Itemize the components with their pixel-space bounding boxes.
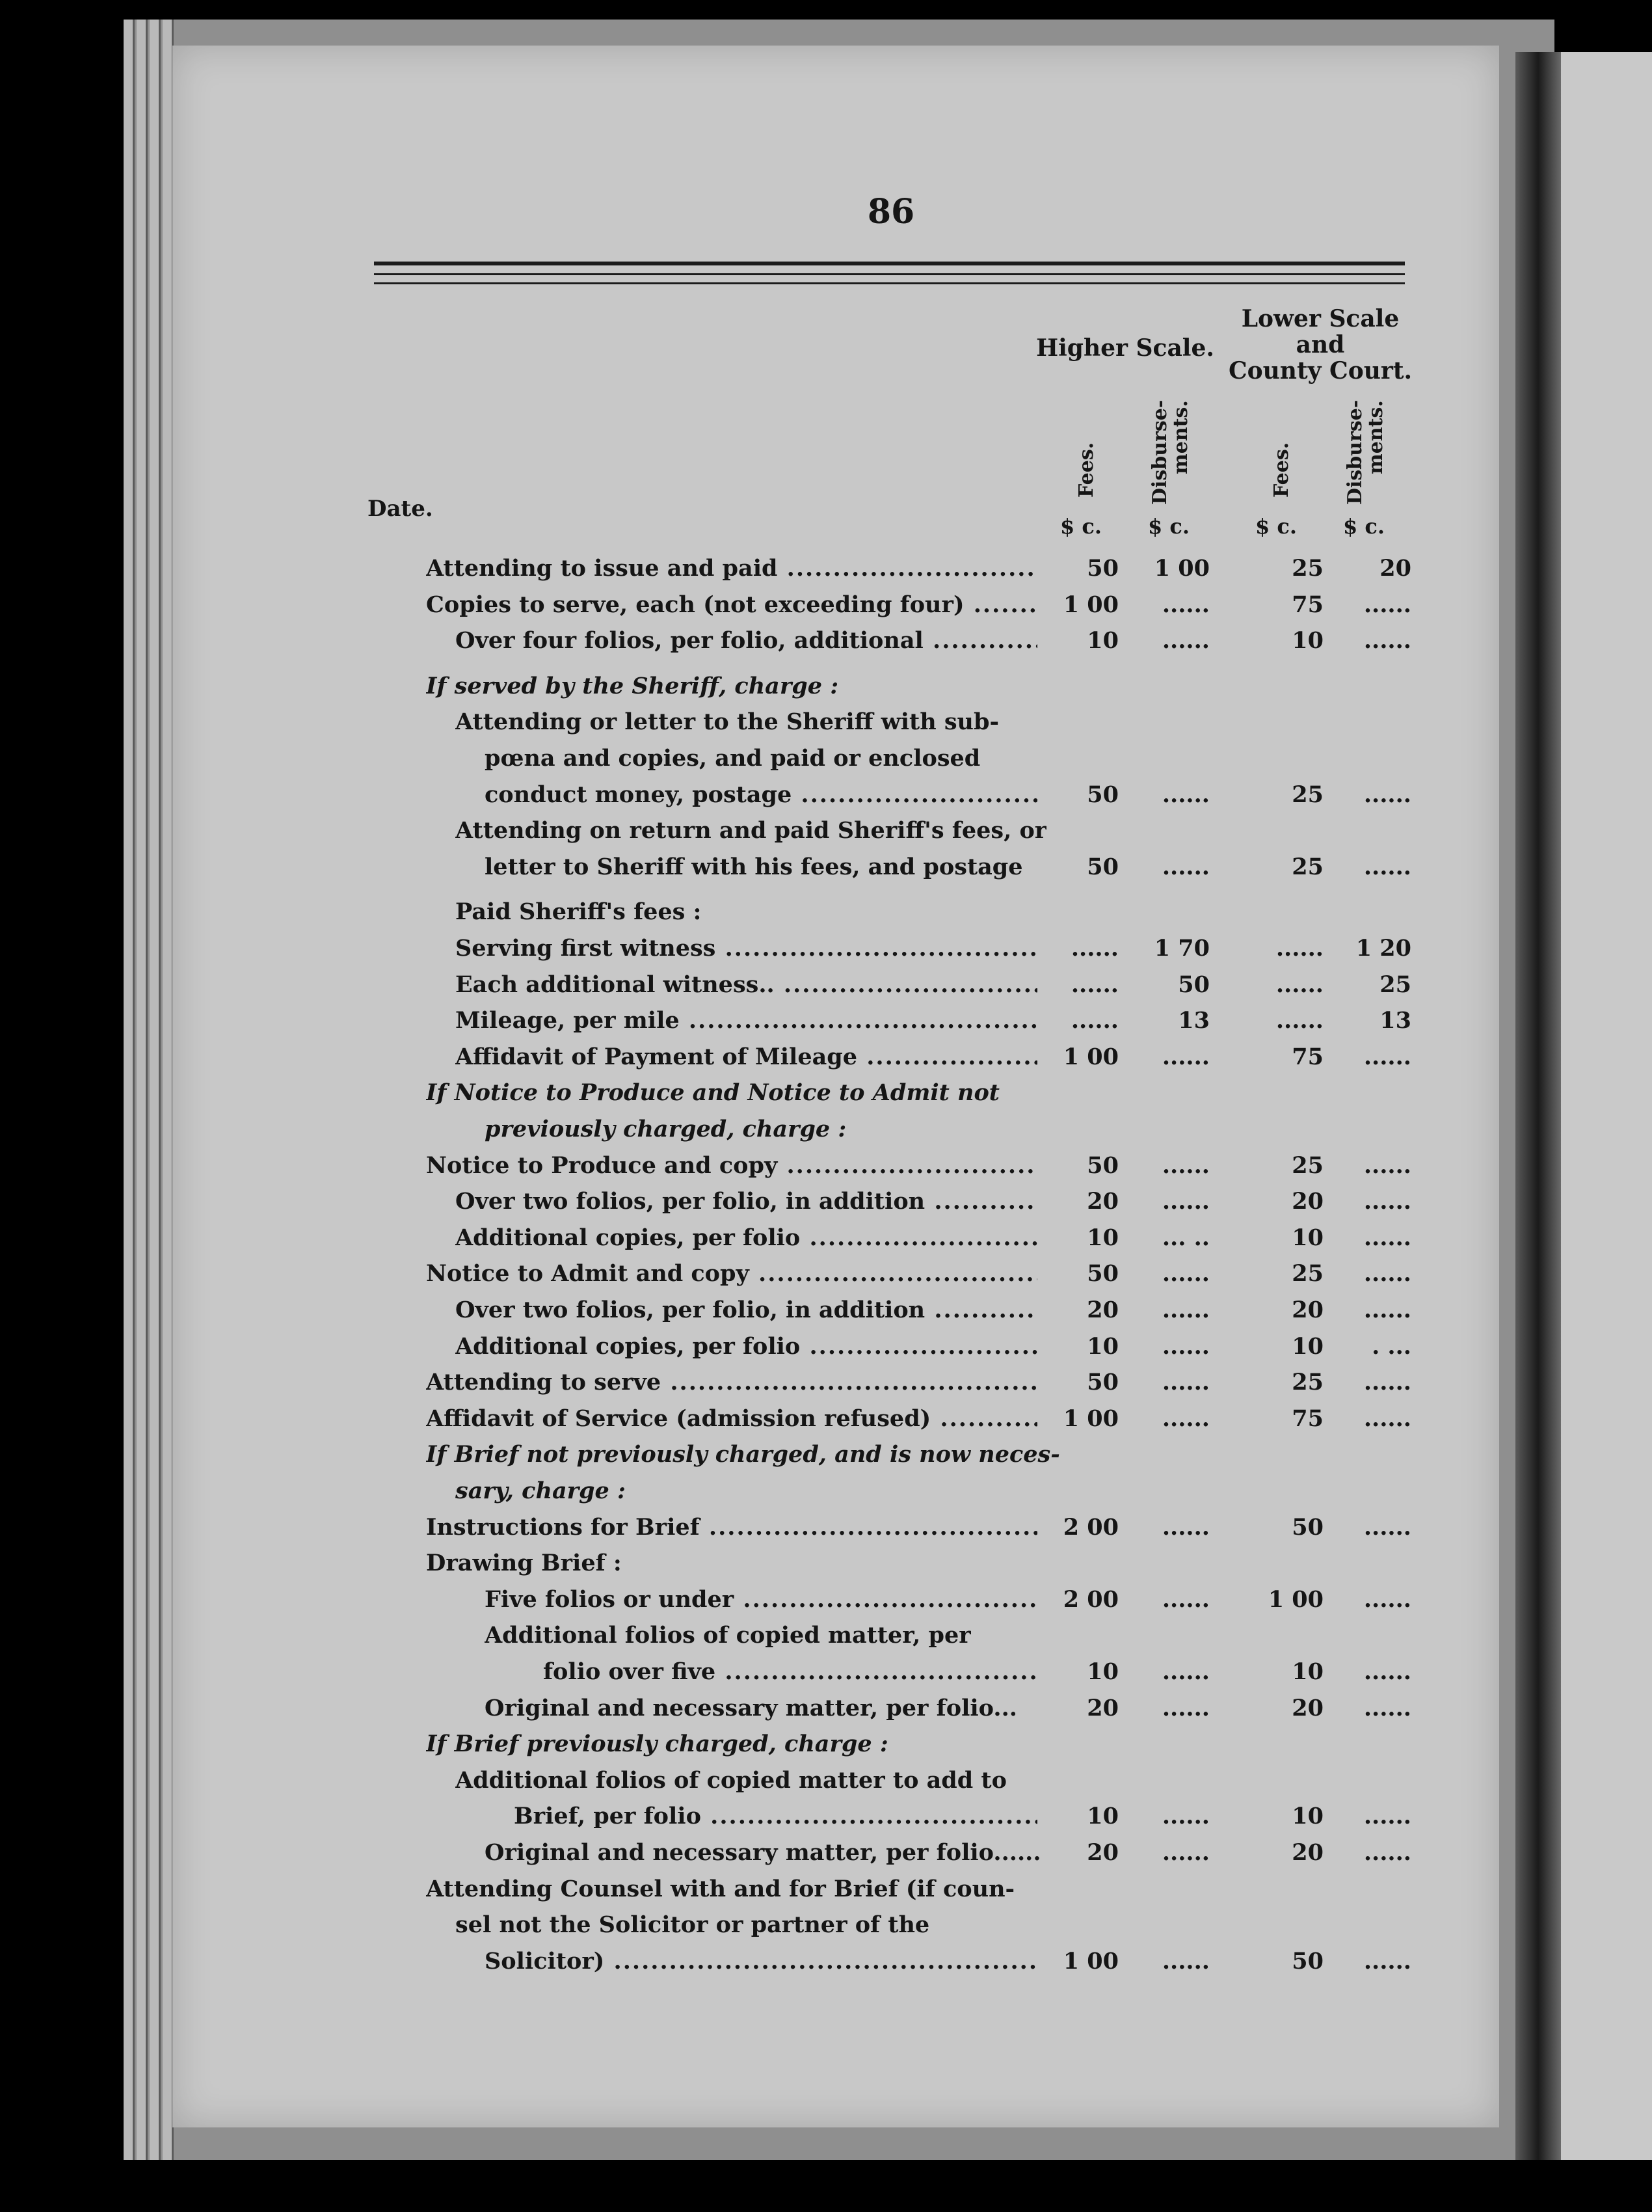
lower-disbursements-value: ...... bbox=[1363, 1369, 1411, 1396]
row-label: Attending on return and paid Sheriff's fees, or bbox=[455, 817, 1047, 844]
lower-fees-value: 10 bbox=[1292, 627, 1324, 654]
higher-fees-value: 10 bbox=[1087, 1803, 1119, 1830]
lower-disbursements-value: ...... bbox=[1363, 1513, 1411, 1541]
lower-disbursements-value: 20 bbox=[1379, 555, 1411, 582]
table-row bbox=[0, 1258, 1652, 1289]
higher-disbursements-value: ...... bbox=[1162, 1332, 1210, 1360]
table-row bbox=[0, 707, 1652, 738]
row-label: Over two folios, per folio, in addition ..... bbox=[455, 1186, 1037, 1217]
row-label: Original and necessary matter, per folio...... bbox=[485, 1839, 1041, 1866]
higher-disbursements-value: ...... bbox=[1162, 1947, 1210, 1975]
row-label: Solicitor) ..... bbox=[485, 1946, 1037, 1977]
row-label: Additional copies, per folio ..... bbox=[455, 1222, 1037, 1254]
lower-disbursements-value: ...... bbox=[1363, 1947, 1411, 1975]
lower-fees-value: 20 bbox=[1292, 1839, 1324, 1866]
higher-disbursements-value: ...... bbox=[1162, 591, 1210, 618]
row-label: previously charged, charge : bbox=[485, 1116, 847, 1142]
lower-fees-value: 25 bbox=[1292, 555, 1324, 582]
table-row bbox=[0, 1077, 1652, 1109]
lower-fees-value: 50 bbox=[1292, 1513, 1324, 1541]
table-row bbox=[0, 969, 1652, 1001]
table-row bbox=[0, 779, 1652, 811]
row-label: Original and necessary matter, per folio... bbox=[485, 1694, 1017, 1721]
higher-fees-value: 20 bbox=[1087, 1188, 1119, 1215]
higher-fees-value: ...... bbox=[1071, 935, 1119, 962]
table-row bbox=[0, 1909, 1652, 1941]
higher-disbursements-value: 1 70 bbox=[1154, 935, 1210, 962]
higher-fees-value: ...... bbox=[1071, 1007, 1119, 1034]
higher-disbursements-value: ...... bbox=[1162, 627, 1210, 654]
higher-fees-value: 1 00 bbox=[1063, 1947, 1119, 1975]
table-row bbox=[0, 1801, 1652, 1832]
row-label: Paid Sheriff's fees : bbox=[455, 898, 702, 926]
row-label: Brief, per folio ..... bbox=[514, 1801, 1037, 1832]
higher-disbursements-units: $ c. bbox=[1148, 514, 1190, 539]
lower-disbursements-value: ...... bbox=[1363, 1405, 1411, 1432]
lower-fees-value: 75 bbox=[1292, 1043, 1324, 1070]
lower-fees-value: 25 bbox=[1292, 781, 1324, 808]
header-rule bbox=[374, 273, 1405, 275]
lower-fees-value: 10 bbox=[1292, 1803, 1324, 1830]
row-label: Mileage, per mile ..... bbox=[455, 1005, 1037, 1036]
higher-fees-heading: Fees. bbox=[1075, 442, 1098, 498]
lower-disbursements-value: 1 20 bbox=[1355, 935, 1411, 962]
lower-fees-value: 10 bbox=[1292, 1224, 1324, 1251]
table-row bbox=[0, 743, 1652, 774]
lower-fees-value: 75 bbox=[1292, 591, 1324, 618]
lower-disbursements-value: ...... bbox=[1363, 1694, 1411, 1721]
higher-disbursements-value: ...... bbox=[1162, 1043, 1210, 1070]
higher-disbursements-heading: Disburse-ments. bbox=[1149, 400, 1192, 506]
table-row bbox=[0, 1548, 1652, 1579]
higher-fees-value: 10 bbox=[1087, 1658, 1119, 1685]
lower-fees-heading: Fees. bbox=[1270, 442, 1293, 498]
higher-scale-heading: Higher Scale. bbox=[1036, 334, 1214, 362]
lower-fees-value: 20 bbox=[1292, 1188, 1324, 1215]
higher-fees-value: 50 bbox=[1087, 1260, 1119, 1288]
row-label: Additional folios of copied matter, per bbox=[485, 1622, 971, 1649]
lower-fees-value: ...... bbox=[1275, 935, 1324, 962]
table-row bbox=[0, 1656, 1652, 1688]
table-row bbox=[0, 1403, 1652, 1435]
higher-fees-value: 20 bbox=[1087, 1694, 1119, 1721]
table-row bbox=[0, 1005, 1652, 1036]
higher-fees-value: 50 bbox=[1087, 781, 1119, 808]
higher-fees-value: 50 bbox=[1087, 555, 1119, 582]
lower-disbursements-value: ...... bbox=[1363, 1188, 1411, 1215]
lower-fees-value: 25 bbox=[1292, 1369, 1324, 1396]
table-row bbox=[0, 671, 1652, 702]
higher-fees-value: ...... bbox=[1071, 971, 1119, 998]
row-label: Attending or letter to the Sheriff with sub- bbox=[455, 708, 1000, 736]
higher-fees-value: 10 bbox=[1087, 1332, 1119, 1360]
lower-disbursements-value: . ... bbox=[1372, 1332, 1411, 1360]
higher-fees-value: 50 bbox=[1087, 853, 1119, 880]
lower-fees-value: 1 00 bbox=[1268, 1585, 1324, 1613]
row-label: Drawing Brief : bbox=[426, 1550, 622, 1577]
row-label: If Brief not previously charged, and is now neces- bbox=[426, 1441, 1060, 1468]
higher-fees-value: 50 bbox=[1087, 1369, 1119, 1396]
row-label: Over four folios, per folio, additional ..... bbox=[455, 625, 1037, 656]
table-row bbox=[0, 1222, 1652, 1254]
higher-disbursements-value: 1 00 bbox=[1154, 555, 1210, 582]
row-label: Attending Counsel with and for Brief (if coun- bbox=[426, 1875, 1015, 1902]
table-row bbox=[0, 1042, 1652, 1073]
row-label: Notice to Produce and copy ..... bbox=[426, 1150, 1037, 1181]
lower-scale-heading-line: County Court. bbox=[1228, 357, 1413, 384]
row-label: If served by the Sheriff, charge : bbox=[426, 672, 839, 699]
lower-disbursements-value: ...... bbox=[1363, 627, 1411, 654]
table-row bbox=[0, 625, 1652, 656]
lower-disbursements-units: $ c. bbox=[1343, 514, 1385, 539]
higher-disbursements-value: ...... bbox=[1162, 1513, 1210, 1541]
table-row bbox=[0, 1765, 1652, 1796]
higher-disbursements-value: ...... bbox=[1162, 1188, 1210, 1215]
lower-fees-value: 25 bbox=[1292, 1260, 1324, 1288]
date-column-heading: Date. bbox=[367, 496, 433, 522]
higher-fees-value: 20 bbox=[1087, 1297, 1119, 1323]
row-label: Attending to serve ..... bbox=[426, 1367, 1037, 1398]
row-label: Affidavit of Service (admission refused) ..... bbox=[426, 1403, 1037, 1435]
row-label: folio over five ..... bbox=[543, 1656, 1037, 1688]
row-label: Notice to Admit and copy ..... bbox=[426, 1258, 1037, 1289]
lower-disbursements-value: ...... bbox=[1363, 853, 1411, 880]
lower-disbursements-value: ...... bbox=[1363, 1043, 1411, 1070]
higher-disbursements-value: ...... bbox=[1162, 1405, 1210, 1432]
higher-disbursements-value: ...... bbox=[1162, 1694, 1210, 1721]
lower-fees-value: ...... bbox=[1275, 971, 1324, 998]
row-label: Affidavit of Payment of Mileage ..... bbox=[455, 1042, 1037, 1073]
row-label: letter to Sheriff with his fees, and postage bbox=[485, 853, 1023, 880]
lower-fees-value: 10 bbox=[1292, 1332, 1324, 1360]
higher-fees-value: 2 00 bbox=[1063, 1585, 1119, 1613]
lower-disbursements-value: ...... bbox=[1363, 591, 1411, 618]
lower-disbursements-value: ...... bbox=[1363, 1152, 1411, 1179]
table-row bbox=[0, 553, 1652, 584]
lower-fees-value: 10 bbox=[1292, 1658, 1324, 1685]
higher-disbursements-value: ...... bbox=[1162, 1803, 1210, 1830]
lower-disbursements-value: ...... bbox=[1363, 1260, 1411, 1288]
lower-fees-value: 50 bbox=[1292, 1947, 1324, 1975]
table-row bbox=[0, 1367, 1652, 1398]
row-label: sel not the Solicitor or partner of the bbox=[455, 1911, 930, 1939]
higher-fees-value: 50 bbox=[1087, 1152, 1119, 1179]
table-row bbox=[0, 852, 1652, 883]
table-row bbox=[0, 1439, 1652, 1470]
row-label: conduct money, postage ..... bbox=[485, 779, 1037, 811]
row-label: Attending to issue and paid ..... bbox=[426, 553, 1037, 584]
table-row bbox=[0, 1186, 1652, 1217]
higher-disbursements-value: ...... bbox=[1162, 1658, 1210, 1685]
table-row bbox=[0, 1729, 1652, 1760]
table-row bbox=[0, 1837, 1652, 1868]
lower-disbursements-value: ...... bbox=[1363, 1297, 1411, 1323]
table-row bbox=[0, 589, 1652, 621]
lower-fees-value: ...... bbox=[1275, 1007, 1324, 1034]
row-label: pœna and copies, and paid or enclosed bbox=[485, 745, 981, 772]
lower-fees-value: 75 bbox=[1292, 1405, 1324, 1432]
row-label: Instructions for Brief ..... bbox=[426, 1512, 1037, 1543]
higher-disbursements-value: ...... bbox=[1162, 1585, 1210, 1613]
header-rule bbox=[374, 282, 1405, 284]
higher-disbursements-value: ...... bbox=[1162, 853, 1210, 880]
table-row bbox=[0, 1946, 1652, 1977]
higher-disbursements-value: ...... bbox=[1162, 1839, 1210, 1866]
higher-fees-units: $ c. bbox=[1060, 514, 1102, 539]
row-label: Each additional witness.. ..... bbox=[455, 969, 1037, 1001]
higher-fees-value: 1 00 bbox=[1063, 1405, 1119, 1432]
higher-disbursements-value: ... .. bbox=[1162, 1224, 1210, 1251]
higher-fees-value: 10 bbox=[1087, 627, 1119, 654]
row-label: Additional copies, per folio ..... bbox=[455, 1331, 1037, 1362]
lower-scale-heading-line: and bbox=[1296, 331, 1345, 358]
table-row bbox=[0, 1331, 1652, 1362]
lower-disbursements-value: ...... bbox=[1363, 1585, 1411, 1613]
lower-disbursements-value: ...... bbox=[1363, 1803, 1411, 1830]
row-label: Copies to serve, each (not exceeding four) ..... bbox=[426, 589, 1037, 621]
lower-scale-heading bbox=[1223, 306, 1418, 384]
table-row bbox=[0, 933, 1652, 964]
higher-disbursements-value: ...... bbox=[1162, 1260, 1210, 1288]
lower-scale-heading-line: Lower Scale bbox=[1241, 305, 1400, 332]
table-row bbox=[0, 1512, 1652, 1543]
table-row bbox=[0, 1693, 1652, 1724]
higher-fees-value: 20 bbox=[1087, 1839, 1119, 1866]
higher-disbursements-value: 50 bbox=[1178, 971, 1210, 998]
row-label: If Brief previously charged, charge : bbox=[426, 1731, 888, 1758]
lower-disbursements-value: ...... bbox=[1363, 1658, 1411, 1685]
row-label: Five folios or under ..... bbox=[485, 1584, 1037, 1615]
page-number: 86 bbox=[867, 192, 915, 232]
lower-disbursements-heading: Disburse-ments. bbox=[1344, 400, 1387, 506]
lower-disbursements-value: ...... bbox=[1363, 1839, 1411, 1866]
higher-fees-value: 10 bbox=[1087, 1224, 1119, 1251]
lower-disbursements-value: 25 bbox=[1379, 971, 1411, 998]
row-label: sary, charge : bbox=[455, 1477, 626, 1504]
lower-fees-units: $ c. bbox=[1255, 514, 1298, 539]
higher-fees-value: 1 00 bbox=[1063, 591, 1119, 618]
table-row bbox=[0, 1114, 1652, 1145]
lower-fees-value: 25 bbox=[1292, 853, 1324, 880]
lower-disbursements-value: ...... bbox=[1363, 781, 1411, 808]
table-row bbox=[0, 1295, 1652, 1326]
lower-fees-value: 25 bbox=[1292, 1152, 1324, 1179]
higher-disbursements-value: ...... bbox=[1162, 1152, 1210, 1179]
header-rule bbox=[374, 262, 1405, 265]
table-row bbox=[0, 1874, 1652, 1905]
higher-fees-value: 2 00 bbox=[1063, 1513, 1119, 1541]
higher-disbursements-value: ...... bbox=[1162, 781, 1210, 808]
table-row bbox=[0, 1584, 1652, 1615]
table-row bbox=[0, 1620, 1652, 1651]
lower-disbursements-value: 13 bbox=[1379, 1007, 1411, 1034]
lower-fees-value: 20 bbox=[1292, 1694, 1324, 1721]
higher-disbursements-value: ...... bbox=[1162, 1297, 1210, 1323]
higher-disbursements-value: ...... bbox=[1162, 1369, 1210, 1396]
row-label: If Notice to Produce and Notice to Admit not bbox=[426, 1079, 1000, 1107]
table-row bbox=[0, 815, 1652, 846]
row-label: Additional folios of copied matter to add to bbox=[455, 1766, 1007, 1794]
table-row bbox=[0, 1150, 1652, 1181]
row-label: Over two folios, per folio, in addition ..... bbox=[455, 1295, 1037, 1326]
table-row bbox=[0, 897, 1652, 928]
lower-disbursements-value: ...... bbox=[1363, 1224, 1411, 1251]
table-row bbox=[0, 1476, 1652, 1507]
row-label: Serving first witness ..... bbox=[455, 933, 1037, 964]
lower-fees-value: 20 bbox=[1292, 1297, 1324, 1323]
higher-fees-value: 1 00 bbox=[1063, 1043, 1119, 1070]
higher-disbursements-value: 13 bbox=[1178, 1007, 1210, 1034]
